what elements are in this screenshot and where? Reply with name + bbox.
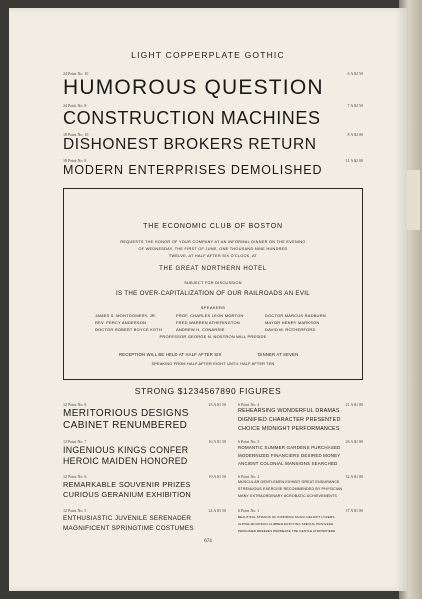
specimen-line: DIGNIFIED CHARACTER PRESENTED	[238, 417, 341, 423]
specimen-price: 16 A $1 50	[208, 439, 226, 444]
specimen-line: INGENIOUS KINGS CONFER	[63, 445, 189, 455]
speaker-name: JAMES S. MONTGOMERY, JR.	[95, 313, 157, 318]
specimen-price: 26 A $1 00	[345, 439, 363, 444]
catalog-page	[9, 8, 407, 591]
invitation-venue: THE GREAT NORTHERN HOTEL	[159, 266, 267, 272]
specimen-price: 6 A $2 50	[347, 71, 363, 76]
specimen-line: ALPINE MOUNTAIN CLIMBER ENJOYING SPECIAL PRIVILEGE	[238, 522, 334, 526]
specimen-line: PERFUMED BREEZES PERMEATE THE GENTLE ATMOSPHERE	[238, 529, 336, 533]
invitation-speaking: SPEAKING FROM HALF AFTER EIGHT UNTIL HALF AFTER TEN	[151, 362, 275, 366]
specimen-size: 12 Point No. 8	[63, 402, 87, 407]
speaker-name: DOCTOR MARCUS RADBURN	[265, 313, 326, 318]
specimen-line: MUSCULAR GENTLEMEN EXHIBIT GREAT ENDURANCE	[238, 480, 340, 484]
specimen-line: HUMOROUS QUESTION	[63, 76, 324, 99]
specimen-size: 6 Point No. 1	[238, 508, 260, 513]
specimen-line: BEAUTIFUL STRAINS OF INSPIRING MUSIC DELIGHT LOVERS	[238, 515, 335, 519]
specimen-size: 24 Point No. 10	[63, 71, 89, 76]
specimen-line: REMARKABLE SOUVENIR PRIZES	[63, 480, 191, 489]
specimen-line: CURIOUS GERANIUM EXHIBITION	[63, 490, 192, 499]
specimen-line: CONSTRUCTION MACHINES	[63, 108, 321, 128]
specimen-line: MAGNIFICENT SPRINGTIME COSTUMES	[63, 525, 194, 532]
invitation-body-line: OF WEDNESDAY, THE FIRST OF JUNE, ONE THOUSAND NINE HUNDRED	[138, 247, 288, 251]
invitation-presider: PROFESSOR GEORGE N. NOSTRON WILL PRESIDE	[159, 334, 267, 339]
speaker-name: ANDREW H. CONARSIE	[176, 327, 225, 332]
invitation-title: THE ECONOMIC CLUB OF BOSTON	[143, 223, 283, 230]
speaker-name: PROF. CHARLES LEON MORTON	[176, 313, 244, 318]
specimen-size: 18 Point No. 10	[63, 132, 89, 137]
specimen-line: REHEARSING WONDERFUL DRAMAS	[238, 408, 340, 414]
figures-heading: STRONG $1234567890 FIGURES	[134, 386, 282, 396]
specimen-price: 21 A $1 00	[345, 402, 363, 407]
specimen-line: MODERNIZED FINANCIERS DESIRED MONEY	[238, 453, 341, 458]
page-title: LIGHT COPPERPLATE GOTHIC	[131, 50, 285, 60]
invitation-body-line: REQUESTS THE HONOR OF YOUR COMPANY AT AN INFORMAL DINNER ON THE EVENING	[120, 240, 306, 244]
specimen-size: 18 Point No. 8	[63, 158, 87, 163]
page-tab	[405, 170, 420, 230]
specimen-line: STRENUOUS EXERCISE RECOMMENDED BY PHYSICIAN	[238, 487, 343, 491]
specimen-line: HEROIC MAIDEN HONORED	[63, 456, 188, 466]
speaker-name: FRED WARREN ATHERINGTON	[176, 320, 240, 325]
specimen-line: CABINET RENUMBERED	[63, 420, 188, 431]
invitation-reception: RECEPTION WILL BE HELD AT HALF AFTER SIX	[119, 352, 222, 357]
speaker-name: DOCTOR ROBERT BOYCE KOTH	[95, 327, 163, 332]
page-number: 674	[204, 539, 212, 544]
invitation-dinner: DINNER AT SEVEN	[258, 352, 299, 357]
specimen-size: 12 Point No. 6	[63, 474, 87, 479]
invitation-body-line: TWELVE, AT HALF AFTER SIX O'CLOCK, AT	[168, 254, 258, 258]
specimen-price: 37 A $1 00	[345, 508, 363, 513]
specimen-price: 7 A $2 50	[347, 103, 363, 108]
specimen-line: MANY EXTRAORDINARY ACROBATIC ACHIEVEMENTS	[238, 494, 337, 498]
specimen-line: ANCIENT COLONIAL MANSIONS SEARCHED	[238, 461, 338, 466]
specimen-price: 19 A $1 50	[208, 474, 226, 479]
specimen-size: 6 Point No. 3	[238, 439, 260, 444]
specimen-line: MODERN ENTERPRISES DEMOLISHED	[63, 163, 323, 177]
specimen-line: MERITORIOUS DESIGNS	[63, 408, 189, 419]
specimen-price: 23 A $1 50	[208, 402, 226, 407]
specimen-line: CHOICE MIDNIGHT PERFORMANCES	[238, 426, 340, 432]
subject-label: SUBJECT FOR DISCUSSION	[184, 281, 242, 285]
specimen-size: 6 Point No. 2	[238, 474, 260, 479]
specimen-price: 24 A $1 50	[208, 508, 226, 513]
invitation-subject: IS THE OVER-CAPITALIZATION OF OUR RAILROADS AN EVIL	[115, 290, 311, 297]
specimen-size: 12 Point No. 7	[63, 439, 87, 444]
specimen-price: 11 A $2 00	[345, 158, 363, 163]
specimen-price: 8 A $2 00	[347, 132, 363, 137]
specimen-size: 24 Point No. 8	[63, 103, 87, 108]
specimen-size: 6 Point No. 4	[238, 402, 260, 407]
speakers-label: SPEAKERS	[200, 305, 226, 310]
specimen-line: ENTHUSIASTIC JUVENILE SERENADER	[63, 515, 192, 522]
specimen-line: DISHONEST BROKERS RETURN	[63, 136, 317, 153]
specimen-size: 12 Point No. 5	[63, 508, 87, 513]
invitation-box	[63, 188, 363, 380]
speaker-name: DAVID M. ROTHERFORD	[265, 327, 316, 332]
specimen-price: 32 A $1 00	[345, 474, 363, 479]
speaker-name: REV. PERCY ANDERSON	[95, 320, 147, 325]
speaker-name: MAYOR HENRY MARKSON	[265, 320, 320, 325]
specimen-line: ROMANTIC SUMMER GARDENS PURCHASED	[238, 445, 341, 450]
